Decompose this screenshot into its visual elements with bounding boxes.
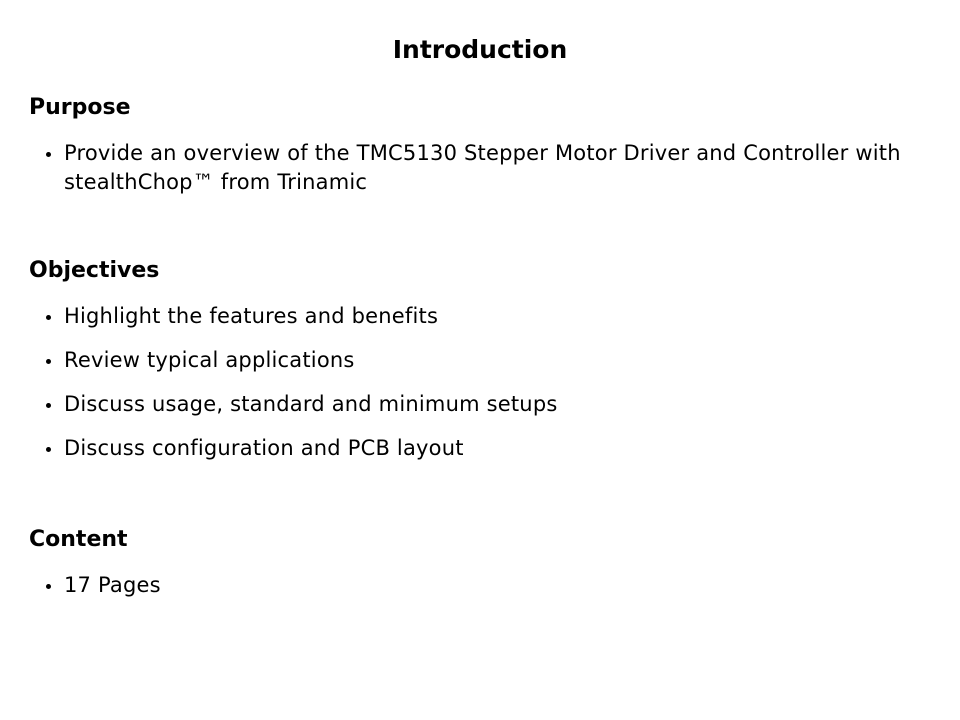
bullet-item <box>29 571 929 600</box>
objectives-bullet-list <box>29 302 929 463</box>
content-bullet-list <box>29 571 929 600</box>
bullet-item <box>29 139 929 197</box>
bullet-text: Discuss usage, standard and minimum setups <box>64 392 558 416</box>
bullet-item <box>29 434 929 463</box>
bullet-text: Review typical applications <box>64 348 355 372</box>
bullet-dot-icon <box>46 315 51 320</box>
section-heading-objectives: Objectives <box>29 258 160 283</box>
purpose-bullet-list <box>29 139 929 197</box>
bullet-dot-icon <box>46 584 51 589</box>
section-objectives <box>29 256 929 463</box>
slide-title: Introduction <box>392 34 568 64</box>
bullet-text: Discuss configuration and PCB layout <box>64 436 464 460</box>
section-heading-content: Content <box>29 527 128 552</box>
section-heading-purpose: Purpose <box>29 95 131 120</box>
bullet-dot-icon <box>46 359 51 364</box>
bullet-text: Highlight the features and benefits <box>64 304 439 328</box>
bullet-item <box>29 390 929 419</box>
bullet-dot-icon <box>46 447 51 452</box>
section-purpose <box>29 93 929 197</box>
bullet-item <box>29 346 929 375</box>
bullet-dot-icon <box>46 152 51 157</box>
bullet-text: Provide an overview of the TMC5130 Stepper Motor Driver and Controller with stealthChop™ from Trinamic <box>64 141 901 194</box>
bullet-dot-icon <box>46 403 51 408</box>
bullet-item <box>29 302 929 331</box>
section-content <box>29 525 929 600</box>
bullet-text: 17 Pages <box>64 573 161 597</box>
